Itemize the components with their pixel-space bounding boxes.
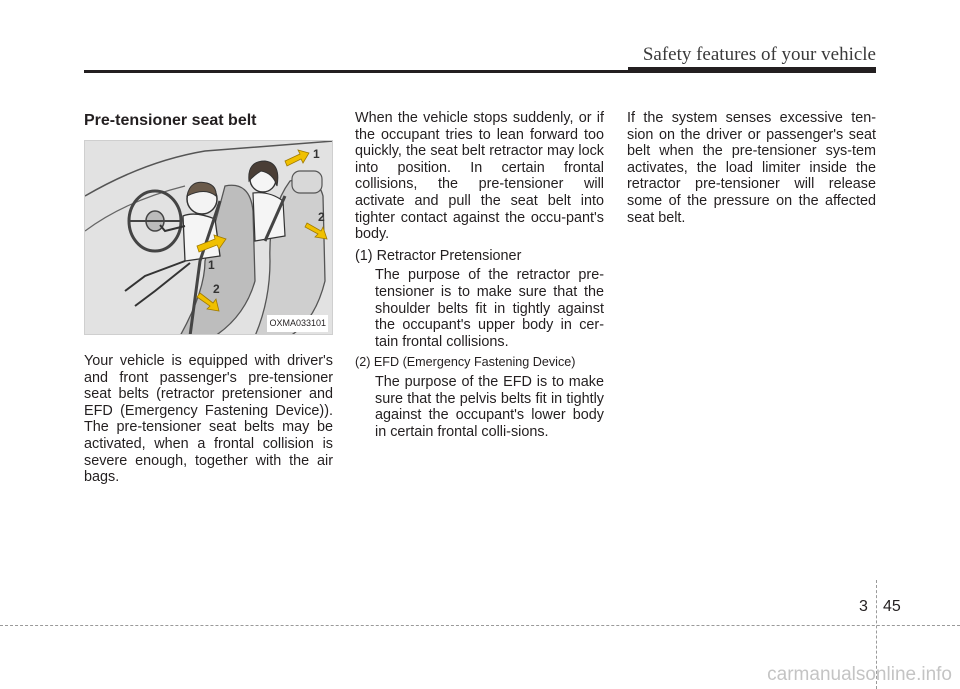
load-limiter-paragraph: If the system senses excessive ten-sion on the driver or passenger's seat belt when the pre-tensioner sys-tem activates, the load limiter inside the retractor pre-tensioner will release some of the pressure on the affected seat belt. [627,110,876,226]
left-column [84,110,333,486]
list-item-body: The purpose of the EFD is to make sure that the pelvis belts fit in tightly against the occupant's lower body in certain frontal colli-sions. [375,373,604,440]
watermark: carmanualsonline.info [767,664,952,685]
list-item-title: (2) EFD (Emergency Fastening Device) [355,355,576,370]
middle-column [355,110,604,443]
section-heading: Pre-tensioner seat belt [84,112,257,129]
arrow-up-icon [285,150,309,166]
figure-label: 1 [313,147,320,161]
figure-label: 2 [213,282,220,296]
figure-label: 1 [208,258,215,272]
header-bar [628,67,876,73]
header-title: Safety features of your vehicle [642,44,876,65]
chapter-number: 3 [859,598,868,615]
list-item-title: (1) Retractor Pretensioner [355,247,522,264]
page-number: 45 [883,598,901,615]
list-item-body: The purpose of the retractor pre-tensioner is to make sure that the shoulder belts fit in tightly against the occupant's upper body in cer-tain frontal collisions. [375,267,604,350]
figure-code: OXMA033101 [267,315,328,332]
seatbelt-illustration-svg [85,141,333,335]
footer-rule [0,625,960,626]
intro-paragraph: Your vehicle is equipped with driver's and front passenger's pre-tensioner seat belts (retractor pretensioner and EFD (Emergency Fastening Device)). The pre-tensioner seat belts may be activated, when a frontal collision is severe enough, together with the air bags. [84,353,333,486]
seatbelt-illustration [84,140,333,335]
right-column [627,110,876,226]
pretensioner-paragraph: When the vehicle stops suddenly, or if the occupant tries to lean forward too quickly, the seat belt retractor may lock into position. In certain frontal collisions, the pre-tensioner will activate and pull the seat belt into tighter contact against the occu-pant's body. [355,110,604,243]
figure-label: 2 [318,210,325,224]
